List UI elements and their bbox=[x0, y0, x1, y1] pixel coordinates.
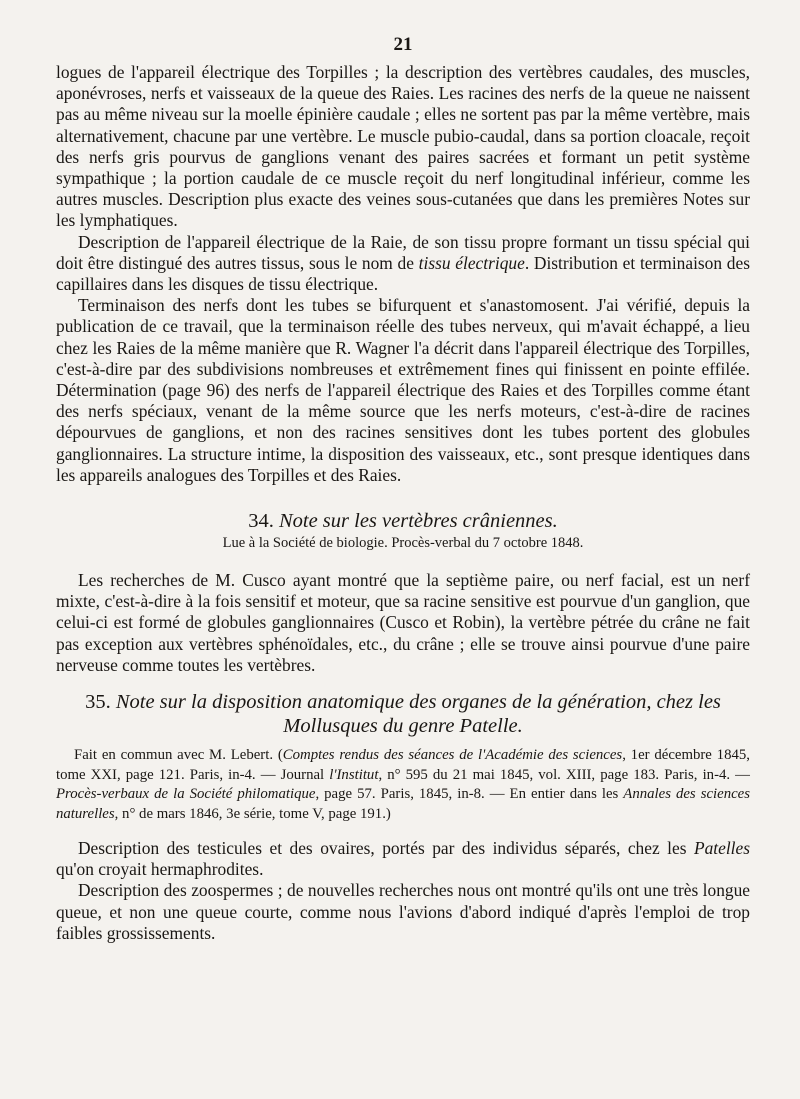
text-run: Description de l'appareil électrique de la Raie, de son tissu propre formant un tissu spécial qui doit être distingué des autres tissus, sous le nom de bbox=[56, 231, 750, 273]
ref-text: , n° 595 du 21 mai 1845, vol. XIII, page 183. Paris, in-4. — bbox=[378, 766, 750, 783]
italic-term: Patelles bbox=[693, 838, 750, 859]
italic-term: tissu électrique bbox=[418, 252, 525, 273]
bibliographic-reference bbox=[56, 746, 750, 824]
paragraph-testicles-ovaries bbox=[56, 838, 750, 880]
ref-italic: Comptes rendus des séances de l'Académie des sciences bbox=[282, 747, 623, 764]
ref-italic: l'Institut bbox=[329, 766, 379, 783]
section-title: Note sur la disposition anatomique des organes de la génération, chez les Mollusques du genre Patelle. bbox=[115, 691, 721, 738]
section-number: 35. bbox=[85, 691, 111, 714]
text-run: . Distribution et terminaison des capillaires dans les disques de tissu électrique. bbox=[56, 252, 750, 295]
paragraph-electric-apparatus bbox=[56, 232, 750, 296]
text-run: qu'on croyait hermaphrodites. bbox=[56, 859, 264, 880]
ref-text: , 1er décembre 1845, tome XXI, page 121. Paris, in-4. — Journal bbox=[56, 747, 750, 783]
paragraph-nerve-termination: Terminaison des nerfs dont les tubes se bifurquent et s'anastomosent. J'ai vérifié, depuis la publication de ce travail, que la terminaison réelle des tubes nerveux, qui m'avait échappé, a lieu chez les Raies de la même manière que R. Wagner l'a décrit dans l'appareil électrique des Torpilles, c'est-à-dire par des subdivisions nombreuses et extrêmement fines qui finissent en pointe effilée. Détermination (page 96) des nerfs de l'appareil électrique des Raies et des Torpilles comme étant des nerfs spéciaux, venant de la même source que les nerfs moteurs, c'est-à-dire de racines dépourvues de ganglions, et non des racines sensitives dont les tubes portent des globules ganglionnaires. La structure intime, la disposition des vaisseaux, etc., sont presque identiques dans les appareils analogues des Torpilles et des Raies. bbox=[56, 295, 750, 485]
ref-text: Fait en commun avec M. Lebert. ( bbox=[74, 747, 283, 764]
section-number: 34. bbox=[248, 510, 274, 533]
ref-text: , n° de mars 1846, 3e série, tome V, page 191.) bbox=[114, 805, 391, 822]
paragraph-zoosperms: Description des zoospermes ; de nouvelles recherches nous ont montré qu'ils ont une très longue queue, et non une queue courte, comme nous l'avions d'abord indiqué d'après l'emploi de trop faibles grossissements. bbox=[56, 880, 750, 943]
section-34-subtitle: Lue à la Société de biologie. Procès-verbal du 7 octobre 1848. bbox=[222, 535, 584, 552]
ref-italic: Procès-verbaux de la Société philomatique bbox=[56, 786, 316, 803]
page-number: 21 bbox=[393, 34, 413, 55]
section-34-heading bbox=[56, 510, 750, 533]
section-35-heading bbox=[56, 690, 750, 738]
paragraph-cranial-vertebrae: Les recherches de M. Cusco ayant montré que la septième paire, ou nerf facial, est un nerf mixte, c'est-à-dire à la fois sensitif et moteur, que sa racine sensitive est pourvue d'un ganglion, que celui-ci est formé de globules ganglionnaires (Cusco et Robin), la vertèbre pétrée du crâne ne fait pas exception aux vertèbres sphénoïdales, etc., du crâne ; elle se trouve ainsi pourvue d'une paire nerveuse comme toutes les vertèbres. bbox=[56, 570, 750, 675]
ref-text: , page 57. Paris, 1845, in-8. — En entier dans les bbox=[315, 786, 624, 803]
section-title: Note sur les vertèbres crâniennes. bbox=[278, 510, 558, 533]
paragraph-continued: logues de l'appareil électrique des Torpilles ; la description des vertèbres caudales, des muscles, aponévroses, nerfs et vaisseaux de la queue des Raies. Les racines des nerfs de la queue ne naissent pas au même niveau sur la moelle épinière caudale ; elles ne sortent pas par la même vertèbre, mais alternativement, chacune par une vertèbre. Le muscle pubio-caudal, dans sa portion cloacale, reçoit des nerfs gris pourvus de ganglions venant des paires sacrées et formant un petit système sympathique ; la portion caudale de ce muscle reçoit du nerf longitudinal inférieur, comme les autres muscles. Description plus exacte des veines sous-cutanées que dans les premières Notes sur les lymphatiques. bbox=[56, 62, 750, 231]
ref-italic: Annales des sciences naturelles bbox=[56, 786, 750, 822]
text-run: Description des testicules et des ovaires, portés par des individus séparés, chez les bbox=[78, 838, 694, 859]
